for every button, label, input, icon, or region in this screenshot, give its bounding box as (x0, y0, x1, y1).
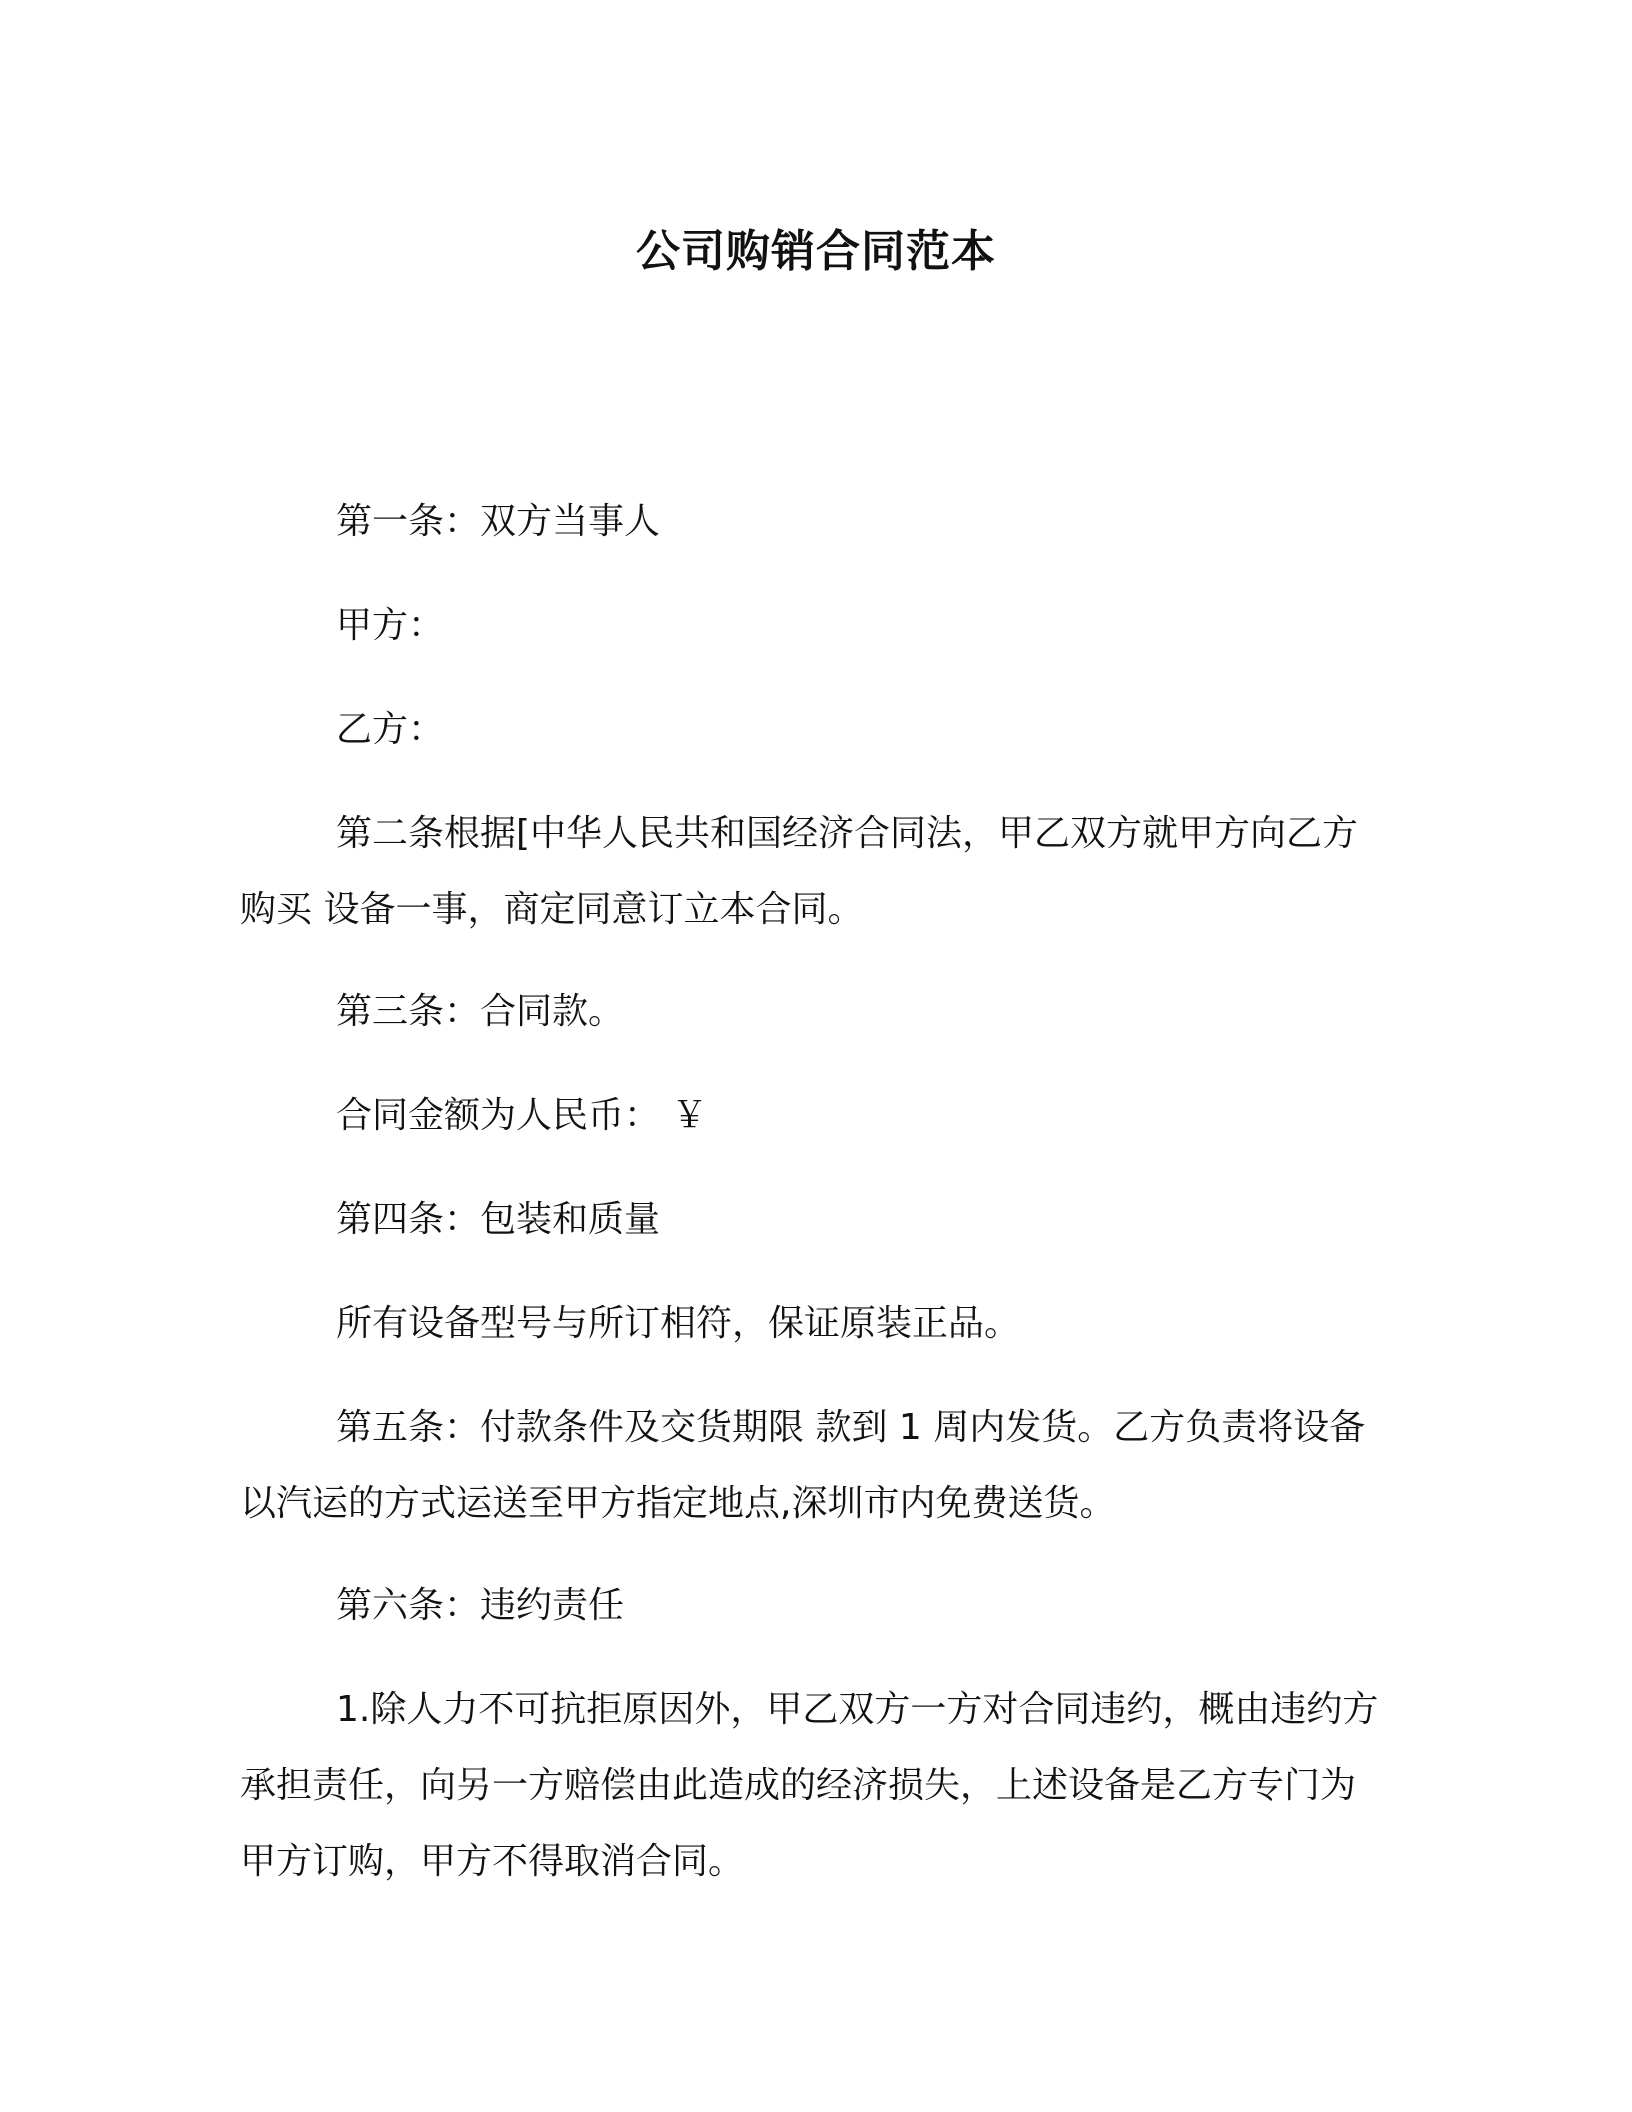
contract-amount-line: 合同金额为人民币： ￥ (336, 1095, 708, 1136)
clause-5-paragraph: 第五条：付款条件及交货期限 款到 1 周内发货。乙方负责将设备以汽运的方式运送至甲方指定地点,深圳市内免费送货。 (240, 1407, 1366, 1524)
clause-3-heading: 第三条：合同款。 (336, 991, 625, 1032)
clause-2-paragraph: 第二条根据[中华人民共和国经济合同法，甲乙双方就甲方向乙方购买 设备一事，商定同意订立本合同。 (240, 813, 1359, 930)
quality-statement: 所有设备型号与所订相符，保证原装正品。 (336, 1303, 1021, 1344)
clause-4-heading: 第四条：包装和质量 (336, 1199, 661, 1240)
clause-1-heading: 第一条：双方当事人 (336, 501, 661, 542)
clause-6-heading: 第六条：违约责任 (336, 1585, 625, 1626)
breach-liability-paragraph: 1.除人力不可抗拒原因外，甲乙双方一方对合同违约，概由违约方承担责任，向另一方赔偿由此造成的经济损失，上述设备是乙方专门为甲方订购，甲方不得取消合同。 (240, 1689, 1379, 1882)
party-a-label: 甲方： (336, 605, 445, 646)
party-b-label: 乙方： (336, 709, 445, 750)
document-title: 公司购销合同范本 (636, 226, 996, 277)
